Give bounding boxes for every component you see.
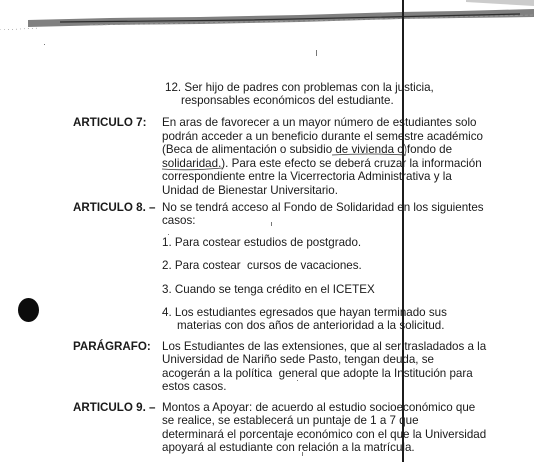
articulo-9-line: apoyará al estudiante con relación a la matrícula. [162,441,415,454]
articulo-7-line: (Beca de alimentación o subsidio de vivienda o fondo de [162,143,453,156]
articulo-8-item-1: 1. Para costear estudios de postgrado. [162,236,362,249]
articulo-7-line: Unidad de Bienestar Universitario. [162,184,338,197]
articulo-9-line: se realice, se establecerá un puntaje de 1 a 7 que [162,414,419,427]
articulo-7-line: podrán acceder a un beneficio durante el semestre académico [162,130,483,143]
articulo-8-item-4-line-2: materias con dos años de anterioridad a la solicitud. [177,319,445,332]
articulo-7-label: ARTICULO 7: [73,116,147,129]
handwritten-underline-mark [160,140,453,190]
articulo-8-item-4-line-1: 4. Los estudiantes egresados que hayan terminado sus [162,306,447,319]
articulo-9-line: Montos a Apoyar: de acuerdo al estudio socioeconómico que [162,401,476,414]
articulo-8-intro-line: No se tendrá acceso al Fondo de Solidaridad en los siguientes [162,201,484,214]
item12-line-2: responsables económicos del estudiante. [181,94,394,107]
scan-speck [168,234,169,235]
articulo-9-label: ARTICULO 9. – [73,401,156,414]
punch-hole [18,298,39,322]
articulo-7-line: correspondiente entre la Vicerrectoria Administrativa y la [162,170,452,183]
articulo-8-label: ARTICULO 8. – [73,201,156,214]
articulo-8-item-3: 3. Cuando se tenga crédito en el ICETEX [162,283,375,296]
paragrafo-line: Los Estudiantes de las extensiones, que al ser trasladados a la [162,340,487,353]
paragrafo-line: Universidad de Nariño sede Pasto, tengan deuda, se [162,353,434,366]
articulo-7-line: solidaridad.). Para este efecto se deberá cruzar la información [162,157,482,170]
scan-speck [44,44,45,45]
articulo-7-line: En aras de favorecer a un mayor número de estudiantes solo [162,116,477,129]
scan-vertical-line [402,0,404,462]
articulo-8-intro-line: casos: [162,214,196,227]
paragrafo-line: acogerán a la política general que adopte la Institución para [162,367,473,380]
paragrafo-label: PARÁGRAFO: [73,340,151,353]
articulo-9-line: determinará el porcentaje económico con el que la Universidad [162,428,487,441]
scan-noise-band [0,0,534,30]
articulo-8-item-2: 2. Para costear cursos de vacaciones. [162,259,362,272]
scan-speck [316,50,317,56]
item12-line-1: 12. Ser hijo de padres con problemas con la justicia, [165,81,434,94]
scan-speck [271,222,272,226]
paragrafo-line: estos casos. [162,380,227,393]
